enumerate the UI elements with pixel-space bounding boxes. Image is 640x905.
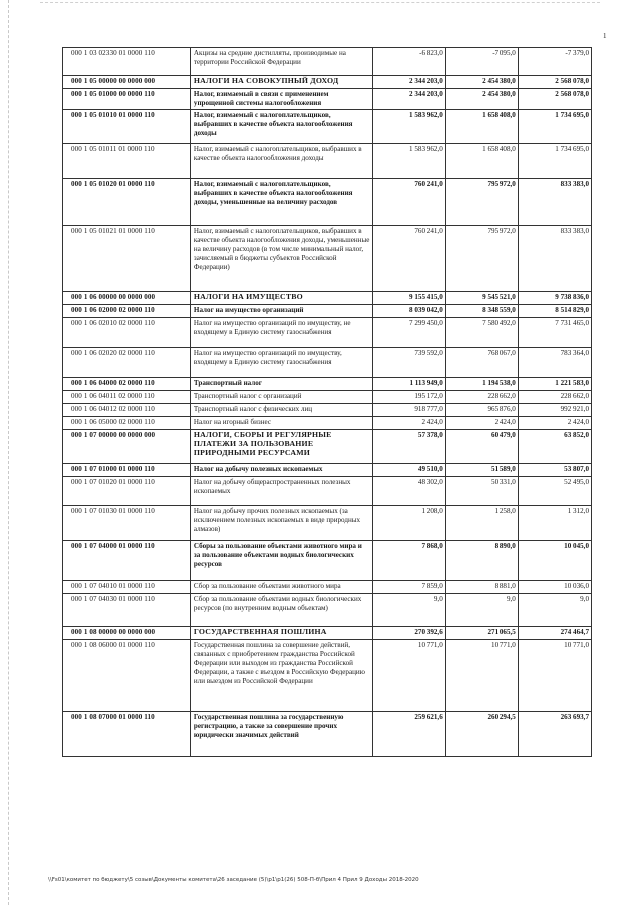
table-row (63, 477, 592, 506)
amount-2019-cell: 9 545 521,0 (445, 292, 518, 305)
amount-2018-cell: 760 241,0 (372, 179, 445, 226)
amount-2019-cell: 795 972,0 (445, 226, 518, 292)
table-row (63, 594, 592, 627)
table-row (63, 179, 592, 226)
amount-2020-cell: 263 693,7 (518, 712, 591, 757)
scan-left-edge (8, 0, 10, 905)
budget-code-cell: 000 1 08 07000 01 0000 110 (63, 712, 191, 757)
amount-2020-cell: 783 364,0 (518, 348, 591, 378)
budget-code-cell: 000 1 05 01000 00 0000 110 (63, 89, 191, 110)
amount-2020-cell: 2 568 078,0 (518, 89, 591, 110)
table-row (63, 404, 592, 417)
amount-2019-cell: 965 876,0 (445, 404, 518, 417)
revenue-name-cell: Налог на имущество организаций по имуществу, не входящему в Единую систему газоснабжения (190, 318, 372, 348)
amount-2018-cell: 48 302,0 (372, 477, 445, 506)
amount-2020-cell: 10 771,0 (518, 640, 591, 712)
amount-2020-cell: -7 379,0 (518, 48, 591, 76)
budget-code-cell: 000 1 06 04012 02 0000 110 (63, 404, 191, 417)
amount-2018-cell: 739 592,0 (372, 348, 445, 378)
revenue-table (62, 47, 592, 757)
revenue-name-cell: Налог, взимаемый с налогоплательщиков, выбравших в качестве объекта налогообложения доходы (190, 144, 372, 179)
revenue-name-cell: Налог, взимаемый с налогоплательщиков, выбравших в качестве объекта налогообложения доходы, уменьшенные на величину расходов (190, 179, 372, 226)
budget-code-cell: 000 1 07 01000 01 0000 110 (63, 464, 191, 477)
table-row (63, 378, 592, 391)
table-row (63, 430, 592, 464)
table-row (63, 48, 592, 76)
amount-2019-cell: 1 194 538,0 (445, 378, 518, 391)
budget-code-cell: 000 1 06 02000 02 0000 110 (63, 305, 191, 318)
budget-code-cell: 000 1 06 04000 02 0000 110 (63, 378, 191, 391)
amount-2020-cell: 10 036,0 (518, 581, 591, 594)
budget-code-cell: 000 1 07 04010 01 0000 110 (63, 581, 191, 594)
budget-code-cell: 000 1 07 01020 01 0000 110 (63, 477, 191, 506)
amount-2018-cell: 1 113 949,0 (372, 378, 445, 391)
revenue-name-cell: Сбор за пользование объектами водных биологических ресурсов (по внутренним водным объектам) (190, 594, 372, 627)
amount-2019-cell: 228 662,0 (445, 391, 518, 404)
revenue-name-cell: Налог, взимаемый с налогоплательщиков, выбравших в качестве объекта налогообложения доходы (190, 110, 372, 144)
amount-2019-cell: 50 331,0 (445, 477, 518, 506)
amount-2018-cell: 1 208,0 (372, 506, 445, 541)
table-row (63, 391, 592, 404)
revenue-name-cell: Налог, взимаемый с налогоплательщиков, выбравших в качестве объекта налогообложения доходы, уменьшенные на величину расходов (в том числе минимальный налог, зачисляемый в бюджеты субъектов Российской Федерации) (190, 226, 372, 292)
amount-2020-cell: 8 514 829,0 (518, 305, 591, 318)
revenue-name-cell: НАЛОГИ НА ИМУЩЕСТВО (190, 292, 372, 305)
amount-2018-cell: -6 823,0 (372, 48, 445, 76)
amount-2020-cell: 1 221 583,0 (518, 378, 591, 391)
revenue-name-cell: Транспортный налог с организаций (190, 391, 372, 404)
amount-2019-cell: 2 454 380,0 (445, 76, 518, 89)
budget-code-cell: 000 1 06 02020 02 0000 110 (63, 348, 191, 378)
amount-2020-cell: 7 731 465,0 (518, 318, 591, 348)
amount-2018-cell: 2 344 203,0 (372, 76, 445, 89)
budget-code-cell: 000 1 06 00000 00 0000 000 (63, 292, 191, 305)
amount-2018-cell: 2 344 203,0 (372, 89, 445, 110)
table-row (63, 712, 592, 757)
footer-file-path: \\Fs01\комитет по бюджету\5 созыв\Документы комитета\26 заседание (5)\р1\р1(26) 508-П-б\Прил 4 Прил 9 Доходы 2018-2020 (48, 877, 419, 883)
amount-2020-cell: 53 807,0 (518, 464, 591, 477)
amount-2018-cell: 1 583 962,0 (372, 144, 445, 179)
amount-2019-cell: 260 294,5 (445, 712, 518, 757)
amount-2020-cell: 833 383,0 (518, 179, 591, 226)
budget-code-cell: 000 1 08 00000 00 0000 000 (63, 627, 191, 640)
amount-2019-cell: 8 890,0 (445, 541, 518, 581)
revenue-name-cell: Государственная пошлина за государственную регистрацию, а также за совершение прочих юридически значимых действий (190, 712, 372, 757)
table-row (63, 292, 592, 305)
table-row (63, 318, 592, 348)
page-number: 1 (603, 32, 607, 40)
amount-2018-cell: 918 777,0 (372, 404, 445, 417)
table-row (63, 541, 592, 581)
amount-2019-cell: 768 067,0 (445, 348, 518, 378)
amount-2018-cell: 57 378,0 (372, 430, 445, 464)
amount-2018-cell: 195 172,0 (372, 391, 445, 404)
amount-2020-cell: 2 568 078,0 (518, 76, 591, 89)
amount-2018-cell: 2 424,0 (372, 417, 445, 430)
amount-2020-cell: 1 734 695,0 (518, 110, 591, 144)
revenue-name-cell: Налог на добычу общераспространенных полезных ископаемых (190, 477, 372, 506)
revenue-name-cell: Транспортный налог с физических лиц (190, 404, 372, 417)
amount-2018-cell: 270 392,6 (372, 627, 445, 640)
budget-code-cell: 000 1 07 00000 00 0000 000 (63, 430, 191, 464)
revenue-name-cell: Транспортный налог (190, 378, 372, 391)
amount-2019-cell: 1 658 408,0 (445, 110, 518, 144)
budget-code-cell: 000 1 05 01021 01 0000 110 (63, 226, 191, 292)
amount-2018-cell: 9,0 (372, 594, 445, 627)
amount-2019-cell: 7 580 492,0 (445, 318, 518, 348)
amount-2020-cell: 52 495,0 (518, 477, 591, 506)
revenue-name-cell: НАЛОГИ НА СОВОКУПНЫЙ ДОХОД (190, 76, 372, 89)
revenue-name-cell: Налог на добычу прочих полезных ископаемых (за исключением полезных ископаемых в виде природных алмазов) (190, 506, 372, 541)
amount-2018-cell: 9 155 415,0 (372, 292, 445, 305)
amount-2019-cell: 8 348 559,0 (445, 305, 518, 318)
budget-code-cell: 000 1 05 01010 01 0000 110 (63, 110, 191, 144)
amount-2020-cell: 2 424,0 (518, 417, 591, 430)
scan-top-edge (40, 2, 600, 4)
table-row (63, 144, 592, 179)
amount-2019-cell: 51 589,0 (445, 464, 518, 477)
amount-2019-cell: -7 095,0 (445, 48, 518, 76)
revenue-name-cell: Налог на имущество организаций по имуществу, входящему в Единую систему газоснабжения (190, 348, 372, 378)
amount-2020-cell: 9 738 836,0 (518, 292, 591, 305)
budget-code-cell: 000 1 06 05000 02 0000 110 (63, 417, 191, 430)
revenue-name-cell: Налог на игорный бизнес (190, 417, 372, 430)
amount-2020-cell: 833 383,0 (518, 226, 591, 292)
amount-2018-cell: 8 039 042,0 (372, 305, 445, 318)
table-row (63, 89, 592, 110)
amount-2019-cell: 271 065,5 (445, 627, 518, 640)
amount-2018-cell: 259 621,6 (372, 712, 445, 757)
amount-2020-cell: 9,0 (518, 594, 591, 627)
amount-2018-cell: 1 583 962,0 (372, 110, 445, 144)
amount-2018-cell: 7 299 450,0 (372, 318, 445, 348)
amount-2020-cell: 274 464,7 (518, 627, 591, 640)
amount-2019-cell: 1 258,0 (445, 506, 518, 541)
amount-2020-cell: 992 921,0 (518, 404, 591, 417)
table-row (63, 305, 592, 318)
budget-code-cell: 000 1 07 04000 01 0000 110 (63, 541, 191, 581)
amount-2018-cell: 49 510,0 (372, 464, 445, 477)
revenue-name-cell: НАЛОГИ, СБОРЫ И РЕГУЛЯРНЫЕ ПЛАТЕЖИ ЗА ПОЛЬЗОВАНИЕ ПРИРОДНЫМИ РЕСУРСАМИ (190, 430, 372, 464)
revenue-name-cell: ГОСУДАРСТВЕННАЯ ПОШЛИНА (190, 627, 372, 640)
revenue-name-cell: Государственная пошлина за совершение действий, связанных с приобретением гражданства Российской Федерации или выходом из гражданства Российской Федерации, а также с въездом в Российскую Федерацию или выездом из Российской Федерации (190, 640, 372, 712)
table-row (63, 348, 592, 378)
revenue-name-cell: Акцизы на средние дистилляты, производимые на территории Российской Федерации (190, 48, 372, 76)
budget-code-cell: 000 1 05 00000 00 0000 000 (63, 76, 191, 89)
amount-2019-cell: 795 972,0 (445, 179, 518, 226)
table-row (63, 581, 592, 594)
table-row (63, 226, 592, 292)
table-row (63, 506, 592, 541)
amount-2019-cell: 8 881,0 (445, 581, 518, 594)
amount-2018-cell: 7 859,0 (372, 581, 445, 594)
amount-2018-cell: 7 868,0 (372, 541, 445, 581)
amount-2018-cell: 10 771,0 (372, 640, 445, 712)
revenue-name-cell: Налог, взимаемый в связи с применением упрощенной системы налогообложения (190, 89, 372, 110)
amount-2019-cell: 1 658 408,0 (445, 144, 518, 179)
budget-code-cell: 000 1 05 01011 01 0000 110 (63, 144, 191, 179)
table-row (63, 417, 592, 430)
table-row (63, 110, 592, 144)
amount-2019-cell: 2 454 380,0 (445, 89, 518, 110)
revenue-name-cell: Налог на имущество организаций (190, 305, 372, 318)
budget-code-cell: 000 1 07 04030 01 0000 110 (63, 594, 191, 627)
amount-2019-cell: 9,0 (445, 594, 518, 627)
amount-2019-cell: 10 771,0 (445, 640, 518, 712)
amount-2020-cell: 63 852,0 (518, 430, 591, 464)
budget-code-cell: 000 1 05 01020 01 0000 110 (63, 179, 191, 226)
revenue-name-cell: Налог на добычу полезных ископаемых (190, 464, 372, 477)
budget-code-cell: 000 1 08 06000 01 0000 110 (63, 640, 191, 712)
amount-2018-cell: 760 241,0 (372, 226, 445, 292)
revenue-name-cell: Сборы за пользование объектами животного мира и за пользование объектами водных биологических ресурсов (190, 541, 372, 581)
budget-code-cell: 000 1 06 02010 02 0000 110 (63, 318, 191, 348)
table-row (63, 627, 592, 640)
amount-2020-cell: 228 662,0 (518, 391, 591, 404)
amount-2020-cell: 1 734 695,0 (518, 144, 591, 179)
table-row (63, 76, 592, 89)
budget-code-cell: 000 1 03 02330 01 0000 110 (63, 48, 191, 76)
amount-2019-cell: 60 479,0 (445, 430, 518, 464)
amount-2020-cell: 10 045,0 (518, 541, 591, 581)
amount-2019-cell: 2 424,0 (445, 417, 518, 430)
amount-2020-cell: 1 312,0 (518, 506, 591, 541)
revenue-name-cell: Сбор за пользование объектами животного мира (190, 581, 372, 594)
budget-code-cell: 000 1 06 04011 02 0000 110 (63, 391, 191, 404)
table-row (63, 464, 592, 477)
budget-code-cell: 000 1 07 01030 01 0000 110 (63, 506, 191, 541)
table-row (63, 640, 592, 712)
